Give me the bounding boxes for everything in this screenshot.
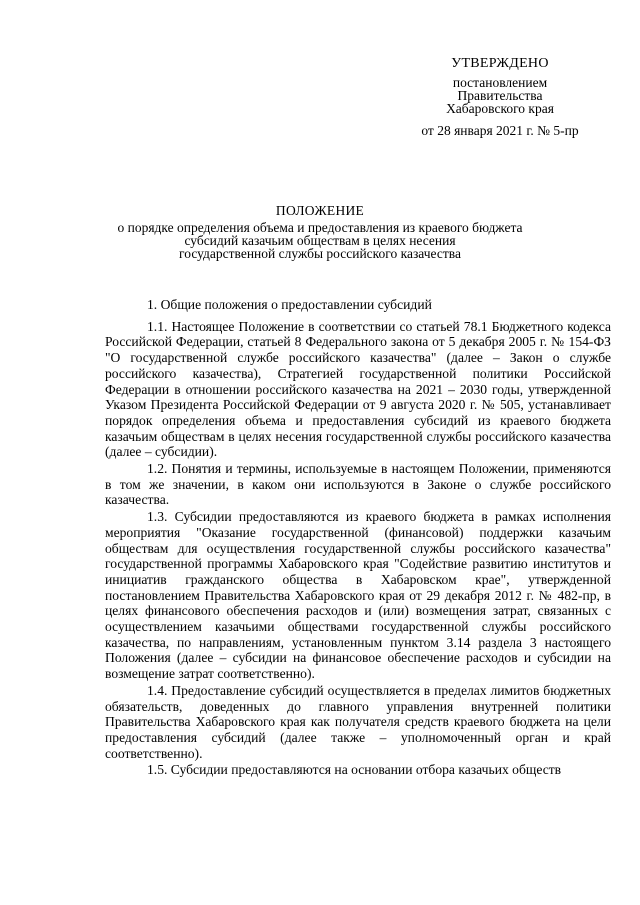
paragraph-1-2: 1.2. Понятия и термины, используемые в настоящем Положении, применяются в том же значении, в каком они используются в Законе о службе российского казачества. (105, 461, 611, 508)
title-main: ПОЛОЖЕНИЕ (275, 203, 365, 218)
approval-line-3: Хабаровского края (446, 101, 554, 116)
approval-line-2: Правительства (457, 88, 543, 103)
document-title (110, 203, 530, 260)
title-sub-line-3: государственной службы российского казачества (179, 246, 461, 261)
section-heading: 1. Общие положения о предоставлении субсидий (147, 297, 432, 312)
paragraph-1-3: 1.3. Субсидии предоставляются из краевого бюджета в рамках исполнения мероприятия "Оказание государственной (финансовой) поддержки казачьим обществам для осуществления государственной службы российского казачества" государственной программы Хабаровского края "Содействие развитию институтов и инициатив гражданского общества в Хабаровском крае", утвержденной постановлением Правительства Хабаровского края от 29 декабря 2012 г. № 482-пр, в целях финансового обеспечения расходов и (или) возмещения затрат, связанных с осуществлением казачьими обществами государственной службы российского казачества, по направлениям, установленным пунктом 3.14 раздела 3 настоящего Положения (далее – субсидии на финансовое обеспечение расходов и субсидии на возмещение затрат соответственно). (105, 509, 611, 682)
paragraph-1-1: 1.1. Настоящее Положение в соответствии со статьей 78.1 Бюджетного кодекса Российской Федерации, статьей 8 Федерального закона от 5 декабря 2005 г. № 154-ФЗ "О государственной службе российского казачества" (далее – Закон о службе российского казачества), Стратегией государственной политики Российской Федерации в отношении российского казачества на 2021 – 2030 годы, утвержденной Указом Президента Российской Федерации от 9 августа 2020 г. № 505, устанавливает порядок определения объема и предоставления субсидий из краевого бюджета казачьим обществам в целях несения государственной службы российского казачества (далее – субсидии). (105, 318, 611, 460)
paragraph-1-4: 1.4. Предоставление субсидий осуществляется в пределах лимитов бюджетных обязательств, доведенных до главного управления внутренней политики Правительства Хабаровского края как получателя средств краевого бюджета на цели предоставления субсидий (далее также – уполномоченный орган и край соответственно). (105, 682, 611, 761)
title-sub-line-2: субсидий казачьим обществам в целях несения (184, 233, 456, 248)
approval-stamp (400, 56, 600, 137)
paragraph-1-5: 1.5. Субсидии предоставляются на основании отбора казачьих обществ (147, 762, 562, 778)
approval-date: от 28 января 2021 г. № 5-пр (421, 123, 579, 138)
title-sub-line-1: о порядке определения объема и предоставления из краевого бюджета (117, 220, 523, 235)
document-body (105, 297, 611, 779)
approval-line-1: постановлением (452, 75, 548, 90)
approval-title: УТВЕРЖДЕНО (451, 56, 549, 71)
